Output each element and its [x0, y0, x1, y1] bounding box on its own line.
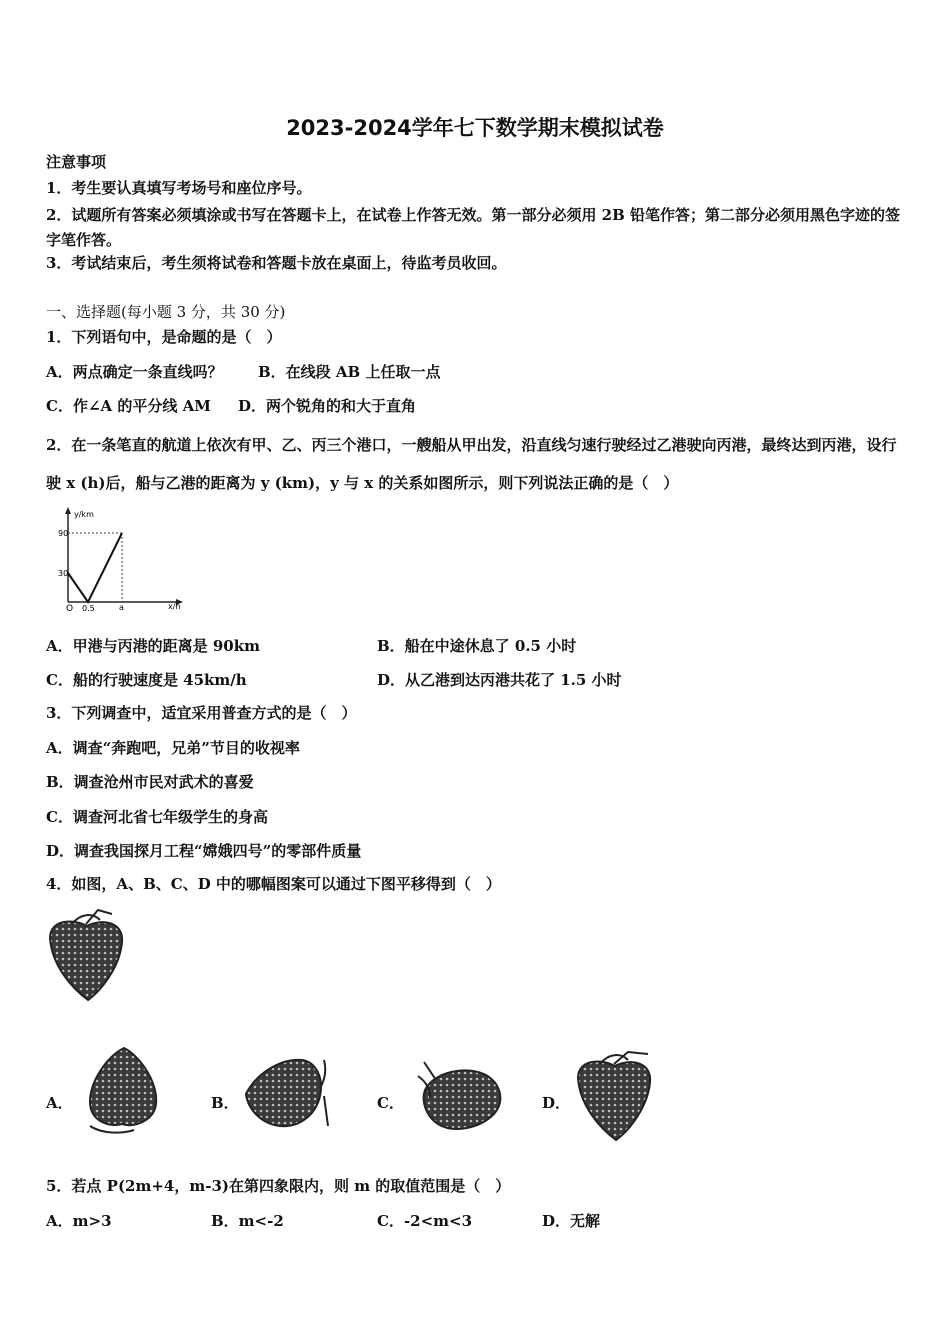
- q5-stem: 5．若点 P(2m+4，m-3)在第四象限内，则 m 的取值范围是（ ）: [46, 1177, 511, 1195]
- q2-option-c: C．船的行驶速度是 45km/h: [46, 671, 247, 689]
- q3-option-c: C．调查河北省七年级学生的身高: [46, 808, 268, 826]
- q1-option-d: D．两个锐角的和大于直角: [238, 397, 417, 415]
- q4-label-d: D．: [542, 1094, 571, 1112]
- q5-option-b: B．m<-2: [211, 1212, 284, 1230]
- strawberry-original: [42, 908, 132, 1008]
- q5-option-a: A．m>3: [46, 1212, 112, 1230]
- q2-option-a: A．甲港与丙港的距离是 90km: [46, 637, 261, 655]
- q2-option-d: D．从乙港到达丙港共花了 1.5 小时: [377, 671, 622, 689]
- q5-option-c: C．-2<m<3: [377, 1212, 473, 1230]
- q5-option-d: D．无解: [542, 1212, 601, 1230]
- q3-stem: 3．下列调查中，适宜采用普查方式的是（ ）: [46, 704, 357, 722]
- q2-stem: 2．在一条笔直的航道上依次有甲、乙、丙三个港口，一艘船从甲出发，沿直线匀速行驶经过乙港驶向丙港，最终达到丙港，设行驶 x (h)后，船与乙港的距离为 y (km)，y 与 x 的关系如图所示，则下列说法正确的是（ ）: [46, 436, 897, 492]
- graph-y-arrow: [65, 507, 71, 514]
- notice-heading: 注意事项: [46, 153, 107, 171]
- strawberry-b: [240, 1048, 330, 1138]
- q3-option-d: D．调查我国探月工程“嫦娥四号”的零部件质量: [46, 842, 362, 860]
- strawberry-d: [570, 1048, 660, 1143]
- strawberry-c: [414, 1058, 509, 1143]
- q2-graph: [52, 505, 192, 615]
- q4-stem: 4．如图，A、B、C、D 中的哪幅图案可以通过下图平移得到（ ）: [46, 875, 501, 893]
- section-heading: 一、选择题(每小题 3 分，共 30 分): [46, 303, 286, 321]
- q1-option-a: A．两点确定一条直线吗？: [46, 363, 223, 381]
- notice-item-2: 2．试题所有答案必须填涂或书写在答题卡上，在试卷上作答无效。第一部分必须用 2B 铅笔作答；第二部分必须用黑色字迹的签字笔作答。: [46, 206, 901, 249]
- graph-tick-05: 0.5: [82, 604, 95, 613]
- notice-item-3: 3．考试结束后，考生须将试卷和答题卡放在桌面上，待监考员收回。: [46, 254, 507, 272]
- graph-x-label: x/h: [168, 602, 181, 611]
- graph-origin: O: [66, 604, 74, 614]
- graph-tick-a: a: [119, 603, 124, 612]
- q4-label-c: C．: [377, 1094, 404, 1112]
- q1-stem: 1．下列语句中，是命题的是（ ）: [46, 328, 282, 346]
- q4-label-a: A．: [46, 1094, 73, 1112]
- q2-option-b: B．船在中途休息了 0.5 小时: [377, 637, 577, 655]
- graph-y-label: y/km: [74, 510, 94, 519]
- q1-option-c: C．作∠A 的平分线 AM: [46, 397, 211, 415]
- strawberry-a: [82, 1042, 167, 1137]
- page-title: 2023-2024学年七下数学期末模拟试卷: [286, 116, 664, 140]
- q4-label-b: B．: [211, 1094, 239, 1112]
- graph-line: [68, 533, 122, 602]
- graph-tick-30: 30: [58, 569, 69, 578]
- notice-item-1: 1．考生要认真填写考场号和座位序号。: [46, 179, 312, 197]
- q3-option-b: B．调查沧州市民对武术的喜爱: [46, 773, 254, 791]
- graph-tick-90: 90: [58, 529, 69, 538]
- q3-option-a: A．调查“奔跑吧，兄弟”节目的收视率: [46, 739, 300, 757]
- q1-option-b: B．在线段 AB 上任取一点: [258, 363, 441, 381]
